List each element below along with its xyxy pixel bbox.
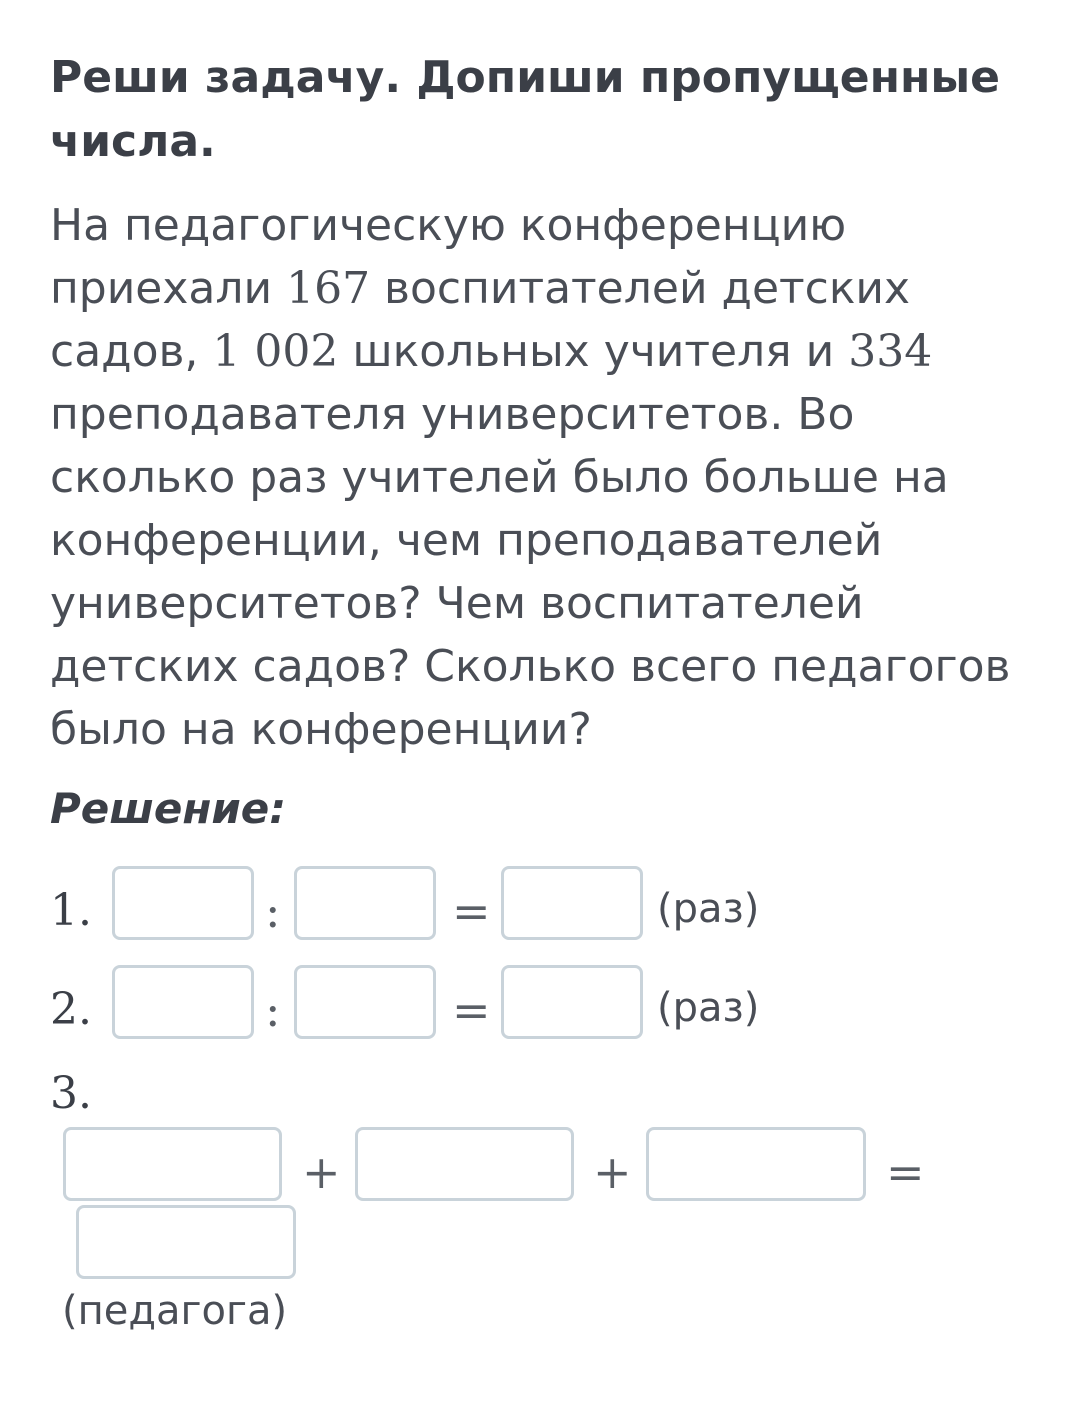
problem-number-1002: 1 002 xyxy=(212,326,339,377)
step-3-addend-2-input[interactable] xyxy=(355,1127,574,1201)
step-1-division-sign: : xyxy=(265,884,281,938)
step-3-number: 3. xyxy=(50,1068,92,1119)
problem-number-334: 334 xyxy=(848,326,933,377)
step-2-result-input[interactable] xyxy=(501,965,643,1039)
step-1-equals-sign: = xyxy=(452,884,491,938)
problem-text-part-3: школьных учителя и xyxy=(338,326,849,377)
step-3-addend-1-input[interactable] xyxy=(63,1127,282,1201)
step-3-total-input[interactable] xyxy=(76,1205,296,1279)
step-1-dividend-input[interactable] xyxy=(112,866,254,940)
problem-text xyxy=(50,194,1050,761)
solution-label: Решение: xyxy=(50,784,287,833)
step-3-plus-sign-2: + xyxy=(593,1145,632,1199)
step-1-divisor-input[interactable] xyxy=(294,866,436,940)
step-2-number: 2. xyxy=(50,984,92,1035)
step-2-equals-sign: = xyxy=(452,983,491,1037)
step-2-unit: (раз) xyxy=(657,985,760,1031)
step-3-unit: (педагога) xyxy=(62,1288,288,1334)
step-2-dividend-input[interactable] xyxy=(112,965,254,1039)
step-1-number: 1. xyxy=(50,885,92,936)
step-2-division-sign: : xyxy=(265,983,281,1037)
step-2-divisor-input[interactable] xyxy=(294,965,436,1039)
problem-text-part-2: воспитателей детских садов, xyxy=(50,263,911,377)
task-title: Реши задачу. Допиши пропущенные числа. xyxy=(50,52,1001,167)
step-1-result-input[interactable] xyxy=(501,866,643,940)
problem-text-part-1: На педагогическую конференцию приехали xyxy=(50,200,847,314)
step-1-unit: (раз) xyxy=(657,886,760,932)
step-3-equals-sign: = xyxy=(886,1145,925,1199)
step-3-addend-3-input[interactable] xyxy=(646,1127,866,1201)
step-3-plus-sign-1: + xyxy=(302,1145,341,1199)
problem-text-part-4: преподавателя университетов. Во сколько раз учителей было больше на конференции, чем преподавателей университетов? Чем воспитателей детских садов? Сколько всего педагогов было на конференции? xyxy=(50,389,1011,755)
problem-number-167: 167 xyxy=(286,263,371,314)
